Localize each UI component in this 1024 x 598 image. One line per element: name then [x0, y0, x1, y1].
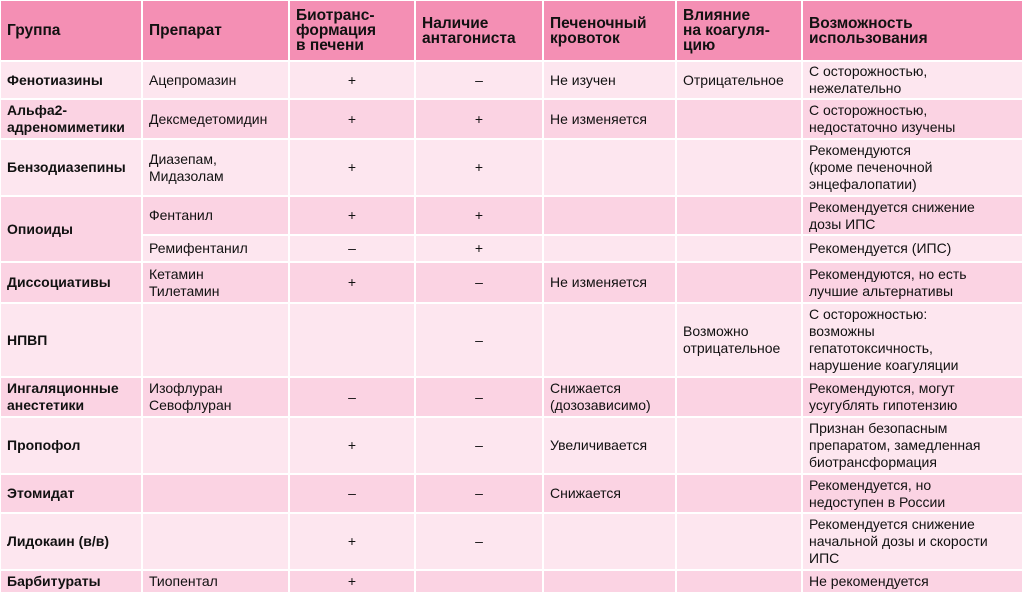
cell-coagulation: [676, 474, 802, 513]
cell-antagonist: –: [415, 303, 543, 377]
cell-blood-flow: [543, 303, 676, 377]
cell-antagonist: –: [415, 377, 543, 417]
table-row: [1, 377, 1023, 417]
cell-coagulation: [676, 196, 802, 235]
table-row: [1, 61, 1023, 99]
cell-coagulation: Отрицательное: [676, 61, 802, 99]
cell-coagulation: Возможно отрицательное: [676, 303, 802, 377]
cell-coagulation: [676, 377, 802, 417]
cell-usage: С осторожностью, недостаточно изучены: [802, 99, 1023, 139]
cell-group: Опиоиды: [1, 196, 142, 262]
cell-antagonist: +: [415, 235, 543, 262]
cell-blood-flow: [543, 570, 676, 593]
header-drug: Препарат: [142, 1, 289, 61]
cell-blood-flow: [543, 513, 676, 570]
cell-biotransformation: +: [289, 61, 415, 99]
cell-group: Ингаляционные анестетики: [1, 377, 142, 417]
cell-group: Фенотиазины: [1, 61, 142, 99]
cell-blood-flow: Увеличивается: [543, 417, 676, 474]
cell-drug: Ацепромазин: [142, 61, 289, 99]
cell-drug: Диазепам, Мидазолам: [142, 139, 289, 196]
cell-antagonist: +: [415, 139, 543, 196]
cell-biotransformation: +: [289, 196, 415, 235]
cell-biotransformation: +: [289, 417, 415, 474]
cell-antagonist: –: [415, 262, 543, 303]
table-row: [1, 570, 1023, 593]
cell-blood-flow: Снижается: [543, 474, 676, 513]
cell-usage: Рекомендуется снижение дозы ИПС: [802, 196, 1023, 235]
cell-drug: Фентанил: [142, 196, 289, 235]
cell-usage: Рекомендуется (ИПС): [802, 235, 1023, 262]
header-group: Группа: [1, 1, 142, 61]
cell-drug: [142, 513, 289, 570]
table-row: [1, 196, 1023, 235]
cell-group: Пропофол: [1, 417, 142, 474]
table-row: [1, 303, 1023, 377]
cell-antagonist: –: [415, 61, 543, 99]
cell-drug: Тиопентал: [142, 570, 289, 593]
cell-drug: [142, 474, 289, 513]
cell-usage: Рекомендуются, но есть лучшие альтернативы: [802, 262, 1023, 303]
cell-usage: Рекомендуются, могут усугублять гипотензию: [802, 377, 1023, 417]
table-row: [1, 235, 1023, 262]
cell-blood-flow: [543, 139, 676, 196]
cell-biotransformation: +: [289, 570, 415, 593]
cell-biotransformation: +: [289, 99, 415, 139]
cell-biotransformation: –: [289, 235, 415, 262]
cell-group: Лидокаин (в/в): [1, 513, 142, 570]
cell-coagulation: [676, 417, 802, 474]
cell-antagonist: +: [415, 196, 543, 235]
table-row: [1, 474, 1023, 513]
cell-biotransformation: [289, 303, 415, 377]
cell-group: Этомидат: [1, 474, 142, 513]
cell-group: НПВП: [1, 303, 142, 377]
header-row: [1, 1, 1023, 61]
cell-usage: С осторожностью, нежелательно: [802, 61, 1023, 99]
cell-drug: [142, 303, 289, 377]
cell-biotransformation: +: [289, 262, 415, 303]
cell-biotransformation: –: [289, 474, 415, 513]
table-row: [1, 99, 1023, 139]
cell-usage: Рекомендуется снижение начальной дозы и скорости ИПС: [802, 513, 1023, 570]
table-row: [1, 262, 1023, 303]
cell-antagonist: –: [415, 474, 543, 513]
cell-blood-flow: Не изменяется: [543, 262, 676, 303]
cell-coagulation: [676, 570, 802, 593]
cell-biotransformation: –: [289, 377, 415, 417]
cell-blood-flow: [543, 235, 676, 262]
table-row: [1, 513, 1023, 570]
cell-usage: Рекомендуются (кроме печеночной энцефалопатии): [802, 139, 1023, 196]
cell-antagonist: +: [415, 99, 543, 139]
header-coagulation-effect: Влияние на коагуля- цию: [676, 1, 802, 61]
table-row: [1, 417, 1023, 474]
cell-drug: Изофлуран Севофлуран: [142, 377, 289, 417]
cell-antagonist: [415, 570, 543, 593]
header-usage: Возможность использования: [802, 1, 1023, 61]
cell-drug: [142, 417, 289, 474]
table-row: [1, 139, 1023, 196]
cell-usage: С осторожностью: возможны гепатотоксичность, нарушение коагуляции: [802, 303, 1023, 377]
cell-blood-flow: Снижается (дозозависимо): [543, 377, 676, 417]
cell-blood-flow: Не изучен: [543, 61, 676, 99]
header-antagonist: Наличие антагониста: [415, 1, 543, 61]
cell-drug: Кетамин Тилетамин: [142, 262, 289, 303]
cell-biotransformation: +: [289, 513, 415, 570]
cell-coagulation: [676, 99, 802, 139]
cell-antagonist: –: [415, 513, 543, 570]
cell-drug: Дексмедетомидин: [142, 99, 289, 139]
cell-coagulation: [676, 513, 802, 570]
cell-group: Бензодиазепины: [1, 139, 142, 196]
cell-coagulation: [676, 262, 802, 303]
cell-coagulation: [676, 139, 802, 196]
cell-usage: Признан безопасным препаратом, замедленная биотрансформация: [802, 417, 1023, 474]
cell-drug: Ремифентанил: [142, 235, 289, 262]
header-hepatic-blood-flow: Печеночный кровоток: [543, 1, 676, 61]
cell-usage: Не рекомендуется: [802, 570, 1023, 593]
cell-antagonist: –: [415, 417, 543, 474]
cell-group: Диссоциативы: [1, 262, 142, 303]
header-biotransformation: Биотранс- формация в печени: [289, 1, 415, 61]
cell-usage: Рекомендуется, но недоступен в России: [802, 474, 1023, 513]
anesthetics-liver-table: [1, 1, 1024, 594]
cell-group: Альфа2- адреномиметики: [1, 99, 142, 139]
cell-blood-flow: Не изменяется: [543, 99, 676, 139]
cell-coagulation: [676, 235, 802, 262]
cell-blood-flow: [543, 196, 676, 235]
cell-group: Барбитураты: [1, 570, 142, 593]
cell-biotransformation: +: [289, 139, 415, 196]
